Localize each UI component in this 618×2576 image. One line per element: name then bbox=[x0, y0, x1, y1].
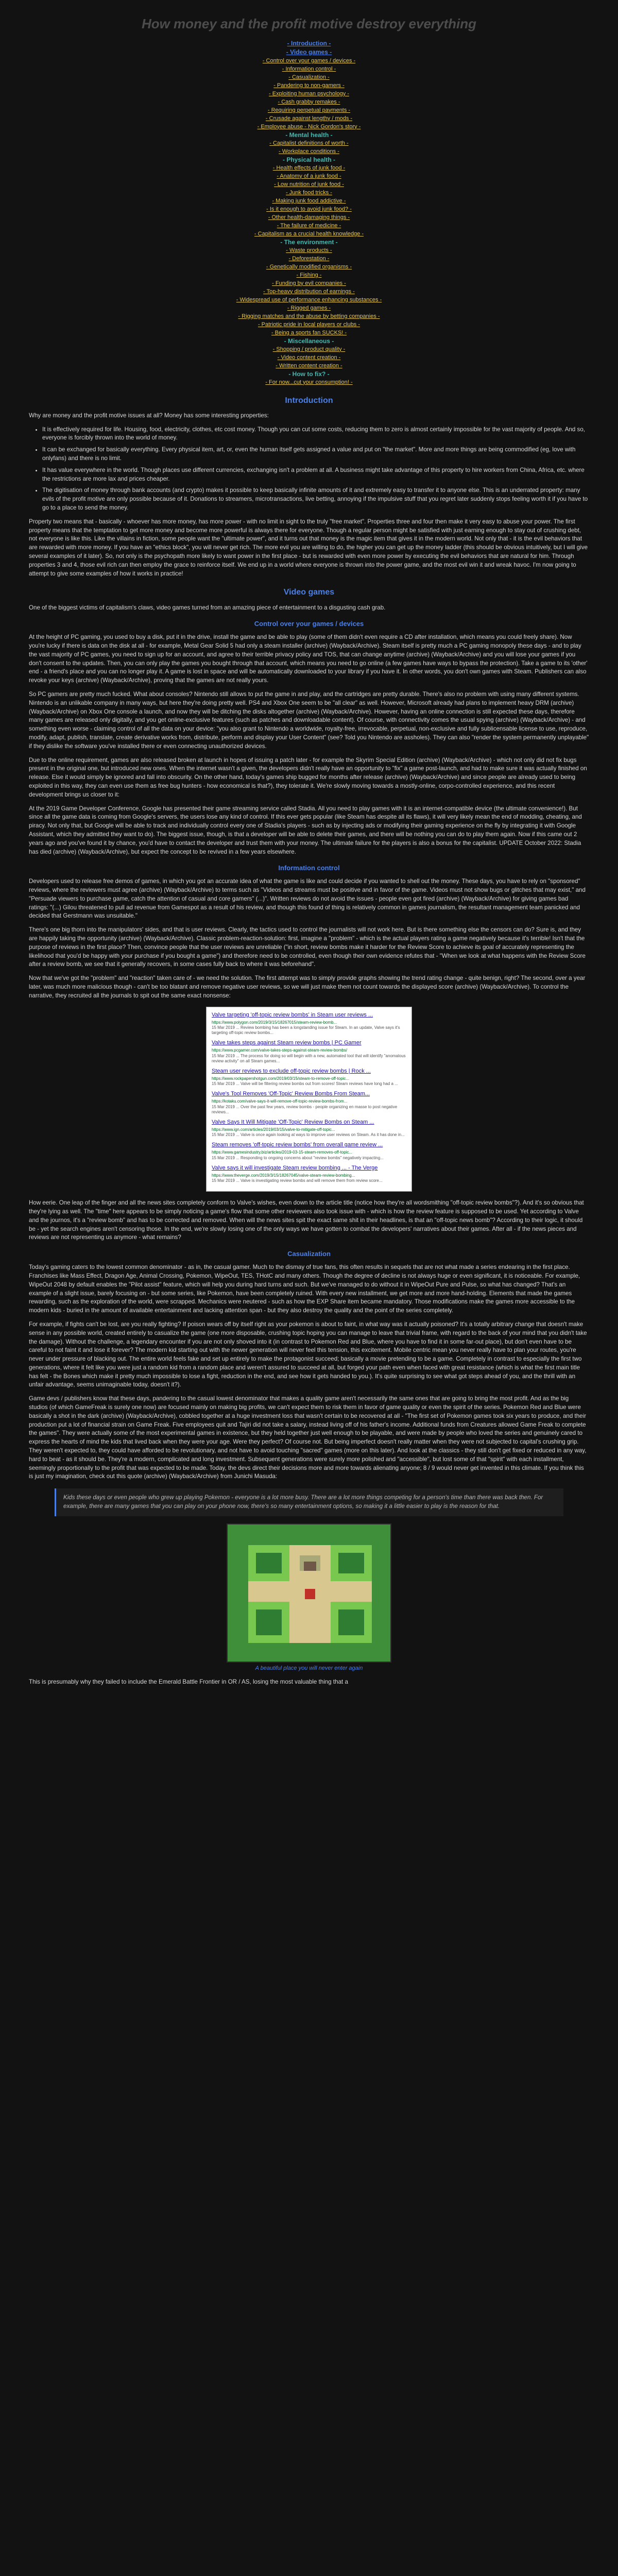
toc-link-environment-item-8[interactable]: - Rigging matches and the abuse by betting companies - bbox=[238, 313, 380, 319]
toc-link-physical-health-item-2[interactable]: - Low nutrition of junk food - bbox=[274, 181, 344, 188]
search-result-url: https://www.gamesindustry.biz/articles/2019-03-15-steam-removes-off-topic... bbox=[212, 1150, 353, 1155]
body-paragraph: Today's gaming caters to the lowest common denominator - as in, the casual gamer. Much to the dismay of true fans, this often results in sequels that are not what made a series endearing in the first place. Franchises like Mass Effect, Dragon Age, Animal Crossing, Pokemon, WipeOut, TES, THotC and many others. Though the degree of decline is not always huge or even significant, it is noticeable. For example, WipeOut 2048 by default enables the "Pilot assist" feature, which will help you during hard turns and such. But we've managed to do without it in WipeOut Pure and Pulse, so what has changed? That's an example of a slight issue, barely focusing on - but some series, like Pokemon, have been completely ruined. With every new installment, we get more and more hand-holding. Elements that made the games rewarding, such as the exploration of the world, were scrapped. Mechanics were neutered - such as how the EXP Share item became mandatory. Those modifications make the games more accessible to the modern kids - buried in the amount of available entertainment and lacking attention span - but they also destroy the quality and the point of the series completely. bbox=[29, 1264, 580, 1314]
section-heading-introduction: Introduction bbox=[285, 396, 333, 405]
search-result-title[interactable]: Steam removes 'off-topic review bombs' from overall game review ... bbox=[212, 1142, 383, 1148]
page-title: How money and the profit motive destroy everything bbox=[141, 16, 477, 31]
search-result-title[interactable]: Valve takes steps against Steam review bombs | PC Gamer bbox=[212, 1040, 362, 1046]
search-result-snippet: 15 Mar 2019 ... Over the past few years, review bombs - people organizing en masse to post negative reviews... bbox=[212, 1104, 398, 1114]
search-result bbox=[212, 1039, 406, 1064]
toc-link-environment-item-9[interactable]: - Patriotic pride in local players or clubs - bbox=[258, 321, 360, 328]
search-result-title[interactable]: Valve's Tool Removes 'Off-Topic' Review Bombs From Steam... bbox=[212, 1091, 370, 1097]
toc-link-misc-item-2[interactable]: - Written content creation - bbox=[276, 362, 342, 369]
search-result-url: https://kotaku.com/valve-says-it-will-remove-off-topic-review-bombs-from... bbox=[212, 1099, 348, 1104]
search-result-snippet: 15 Mar 2019 ... Valve is once again looking at ways to improve user reviews on Steam. As it has done in... bbox=[212, 1132, 405, 1138]
toc-link-physical-health-item-1[interactable]: - Anatomy of a junk food - bbox=[277, 173, 341, 179]
intro-paragraph: Property two means that - basically - whoever has more money, has more power - with no limit in sight to the truly "free market". Properties three and four then make it very easy to abuse your power. The first property means that the temptation to get more money and become more powerful is always there for everyone. Though a regular person might be satisfied with just earning enough to stay out of crushing debt, not everyone is like this. Like the villains in fiction, some people want the "ultimate power", and it turns out that money is the magic item that gives it in the modern world. Not only that - it is the evil behaviors that are rewarded with more money. If you have an "ethics block", you will never get rich. The more evil you are willing to do, the higher you can get up the money ladder (this should be obvious intuitively, but I will give several examples of it later). So, not only is the psychopath more likely to want power in the first place - but is rewarded with even more power by executing the evil behaviors that are natural for him. Through properties 3 and 4, those evil rich can then employ the grace to reinforce itself. We end up in a world where everyone is thrown into the power game, and the most evil win it and wreak havoc. I'm now going to attempt to give some examples of how it works in practice! bbox=[29, 518, 588, 577]
body-paragraph: Developers used to release free demos of games, in which you got an accurate idea of what the game is like and could decide if you wanted to shell out the money. These days, you have to rely on "sponsored" reviews, where the reviewers must agree (archive) (Wayback/Archive) to terms such as "Videos and streams must be positive and in favor of the game. Videos must not show bugs or glitches that may exist," and "Persuade viewers to purchase game, catch the attention of casual and core gamers" (...)". Written reviews do not avoid the issues - people even got fired (archive) (Wayback/Archive) for giving games bad ratings: "(...) Gilou threatened to pull ad revenue from Gamespot as a result of his review, and though this found of thing is relatively common in games journalism, the resultant management team panicked and decided that Gerstmann was unsuitable." bbox=[29, 878, 586, 920]
toc-link-video-games-item-2[interactable]: - Casualization - bbox=[288, 74, 330, 80]
pokemon-route-pixel-art bbox=[227, 1523, 391, 1663]
body-paragraph: Now that we've got the "problem" and "reaction" taken care of - we need the solution. The first attempt was to simply provide graphs showing the trend rating change - quite benign, right? The second, over a year later, was much more malicious though - can't be too blatant and remove negative user reviews, so we will just make them not count towards the displayed score (archive) (Wayback/Archive). To control the narrative, they recruited all the journals to spit out the same exact nonsense: bbox=[29, 975, 586, 999]
search-result-url: https://www.theverge.com/2019/3/15/18267045/valve-steam-review-bombing... bbox=[212, 1173, 355, 1178]
subsection-heading-information-control: Information control bbox=[278, 864, 340, 872]
toc-link-video-games-item-3[interactable]: - Pandering to non-gamers - bbox=[273, 82, 345, 89]
list-item: • It can be exchanged for basically everything. Every physical item, art, or, even the human itself gets assigned a value and put on "the market". More and more things are being commodified (eg, love with onlyfans) and there is no limit. bbox=[42, 446, 589, 463]
toc-link-video-games-item-0[interactable]: - Control over your games / devices - bbox=[262, 57, 356, 64]
toc-link-physical-health-item-0[interactable]: - Health effects of junk food - bbox=[272, 164, 346, 171]
search-result-title[interactable]: Valve targeting 'off-topic review bombs' in Steam user reviews ... bbox=[212, 1011, 373, 1018]
toc-heading-environment: - The environment - bbox=[280, 238, 338, 246]
body-paragraph: Due to the online requirement, games are also released broken at launch in hopes of issuing a patch later - for example the Skyrim Special Edition (archive) (Wayback/Archive) - which not only did not fix bugs present in the original one, but introduced new ones. When the internet wasn't a given, the developers didn't really have an opportunity to "fix" a game post-launch, and had to make sure it was actually finished on release. Else it would simply be ignored and fall into obscurity. On the other hand, today's games ship bugged for months after release (archive) (Wayback/Archive) and since people are already used to being exploited in this way, they can even use them as free bug hunters - how economical is that?), they tolerate it. We're slowly moving towards a mostly-online, corpo-controlled experience, and this recent development brings us closer to it: bbox=[29, 756, 587, 798]
toc-physical-health-list bbox=[29, 164, 589, 238]
toc-link-video-games-item-6[interactable]: - Requiring perpetual payments - bbox=[267, 107, 351, 113]
search-result-snippet: 15 Mar 2019 ... Responding to ongoing concerns about "review bombs" negatively impacting... bbox=[212, 1155, 384, 1160]
masuda-quote: Kids these days or even people who grew up playing Pokemon - everyone is a lot more busy. There are a lot more things competing for a person's time than there was back then. For example, there are many games that you can play on your phone now, there's so many entertainment options, so making it a little easier to play is the reason for that. bbox=[55, 1488, 563, 1516]
toc-mental-health-list bbox=[29, 139, 589, 156]
body-paragraph: Game devs / publishers know that these days, pandering to the casual lowest denominator that makes a quality game aren't necessarily the same ones that are going to bring the most profit. And as the big studios (of which GameFreak is surely one now) are focused mainly on making big profits, we can't expect them to risk them in favor of game quality or even the spirit of the series. Pokemon Red and Blue were basically a shot in the dark (archive) (Wayback/Archive), cobbled together at a huge investment loss that wasn't certain to be recovered at all - "The first set of Pokemon games took six years to produce, and their production put a lot of financial strain on Game Freak. Five employees quit and Tajiri did not take a salary, instead living off of his father's income. Additional funds from Creatures allowed Game Freak to complete the games". They were actually some of the most experimental games in existence, but they held together just well enough to be playable, and were made by people who loved the series and genuinely cared to express the hearts of mind the kids that lived back when they were your age. Were they perfect? Of course not. But being imperfect doesn't really matter when they were not subjected to capital's crushing grip. They weren't expected to, they could have afforded to be revolutionary, and not have to avoid touching "sacred" games (more on this later). And look at the classics - they still don't get fixed or reduced in any way, hard to beat - as it should be. They're a modern, complicated and long investment. Subsequent generations were surely more polished and "accessible", but lost some of that "spirit" with each installment, seemingly proportionally to the profit that was expected to be made. Today, the devs direct their decisions more and more towards alienating anyone; 8 / 9 would never get invented in this climate. If you think this is just my imagination, check out this quote (archive) (Wayback/Archive) from Junichi Masuda: bbox=[29, 1395, 587, 1480]
search-result bbox=[212, 1011, 406, 1036]
toc-link-environment-item-10[interactable]: - Being a sports fan SUCKS! - bbox=[271, 329, 347, 336]
toc-link-physical-health-item-8[interactable]: - Capitalism as a crucial health knowledge - bbox=[254, 230, 364, 237]
toc-link-video-games-item-8[interactable]: - Employee abuse - Nick Gordon's story - bbox=[257, 123, 361, 130]
toc-fix-list bbox=[29, 378, 589, 386]
intro-paragraph: Why are money and the profit motive issues at all? Money has some interesting properties: bbox=[29, 412, 269, 419]
toc-link-physical-health-item-5[interactable]: - Is it enough to avoid junk food? - bbox=[266, 206, 352, 212]
table-of-contents bbox=[29, 39, 589, 386]
body-paragraph: How eerie. One leap of the finger and all the news sites completely conform to Valve's wishes, even down to the article title (notice how they're all wordsmithing "off-topic review bombs"?). And it's so obvious that they're lying as well. The "time" here appears to be simply noticing a game's flow that some other reviewers also took issue with - which is how the review feature is supposed to be used. Yet according to Valve and the journos, it's a "review bomb" and has to be corrected and removed. When will the news sites spit the exact same shit in their headlines, is that an "off-topic news bomb"? According to their logic, it should be - yet the search engines aren't censoring those. In the end, we're slowly losing one of the only ways we have gotten to combat the developers' narratives about their games. After all - if the news pieces and reviews are not representing us anymore - what remains? bbox=[29, 1199, 584, 1241]
list-item: • It has value everywhere in the world. Though places use different currencies, exchanging isn't a problem at all. A business might take advantage of this property to hire workers from China, Africa, etc. where the restrictions are more lax and prices cheaper. bbox=[42, 466, 589, 484]
body-paragraph: At the 2019 Game Developer Conference, Google has presented their game streaming service called Stadia. All you need to play games with it is an internet-compatible device (the ultimate convenience!). But since all the game data is coming from Google's servers, the users lose any kind of control. If this ever gets popular (like Steam has despite all its flaws), it will very likely mean the end of modding, cheating, and piracy. Not only that, but Google will be able to track and individually control every one of Stadia's players - such as by injecting ads or modifying their gaming experience on the fly by integrating it with Google Assistant, which they admitted they want to do). The biggest issue, though, is that a developer will be able to delete their games, and there will be nothing you can do to play them again. Now if this came out 2 years ago and you've found it by chance, you'd have to contact the developer and trust them with your money. The ultimate failure for the players is also a bonus for the capitalist. UPDATE October 2022: Stadia has died (archive) (Wayback/Archive), but expect the concept to be revived in a few years elsewhere. bbox=[29, 805, 582, 855]
search-result-url: https://www.polygon.com/2019/3/15/18267015/steam-review-bomb... bbox=[212, 1020, 337, 1025]
toc-link-video-games-item-4[interactable]: - Exploiting human psychology - bbox=[269, 90, 349, 97]
toc-heading-physical-health: - Physical health - bbox=[282, 156, 336, 163]
search-result-snippet: 15 Mar 2019 ... Review bombing has been a longstanding issue for Steam. In an update, Valve says it's targeting off-topic review bombs... bbox=[212, 1025, 400, 1036]
body-paragraph: For example, if fights can't be lost, are you really fighting? If poison wears off by itself right as your pokemon is about to faint, in what way was it actually poisoned? It's a totally arbitrary change that doesn't make sense in any possible world, created entirely to casualize the game (one more disposable, crushing topic hoping you can manage to leave that trivial frame, with regard to the back of your mind that you didn't take the damage). Without the challenge, a legendary encounter if you are not only shoved into it (in contrast to Pokemon Red and Blue, where you have to find it in some far-out place), but don't even have to be careful to not faint it and lose it forever? The modern kid starting out with the newer generation will never feel this tension, this excitement. Mobile centric mean you never really have to plan your routes, you're never under pressure of blacking out. The entire world feels fake and set up entirely to make the protagonist succeed; basically a movie pretending to be a game. Completely in contrast to especially the first two generations, where it felt like you were just a random kid from a random place and weren't assured to succeed at all, but forged your path even when faced with great resistance (which is what the first main title has felt - the Bones which make it pretty much impossible to lose a fight, reduction in the end, and see how it gets handed to you.). It's quite surprising to see what got steps ahead of you, and the thrill with an unfair advantage, seems unimaginable today, doesn't it?). bbox=[29, 1320, 587, 1388]
money-properties-list bbox=[29, 426, 589, 513]
image-caption: A beautiful place you will never enter again bbox=[255, 1665, 363, 1671]
search-result-title[interactable]: Valve says it will investigate Steam review bombing ... - The Verge bbox=[212, 1164, 378, 1171]
toc-misc-list bbox=[29, 345, 589, 370]
toc-link-fix-item-0[interactable]: - For now...cut your consumption! - bbox=[265, 379, 353, 385]
toc-link-physical-health-item-4[interactable]: - Making junk food addictive - bbox=[272, 197, 346, 204]
toc-environment-list bbox=[29, 246, 589, 337]
toc-link-video-games[interactable]: - Video games - bbox=[286, 48, 332, 56]
search-result bbox=[212, 1090, 406, 1115]
pixel-art-image bbox=[228, 1524, 391, 1663]
toc-link-environment-item-7[interactable]: - Rigged games - bbox=[287, 304, 331, 311]
search-result-snippet: 15 Mar 2019 ... The process for doing so will begin with a new, automated tool that will identify "anomalous review activity" on all Steam games... bbox=[212, 1053, 406, 1063]
video-games-intro: One of the biggest victims of capitalism's claws, video games turned from an amazing piece of entertainment to a disgusting cash grab. bbox=[29, 604, 386, 611]
list-item: • The digitisation of money through bank accounts (and crypto) makes it possible to keep basically infinite amounts of it and extremely easy to transfer it to anyone else. This is an underrated property: many evils of the profit motive are only possible because of it. Donations to streamers, microtransactions, live betting, annoying if the impulsive stuff that you regret later suddenly stops feeling worth it if you have to go to a place to send the money. bbox=[42, 486, 589, 512]
search-results-list bbox=[212, 1011, 406, 1184]
toc-link-environment-item-3[interactable]: - Fishing - bbox=[296, 272, 322, 278]
toc-link-video-games-item-5[interactable]: - Cash grabby remakes - bbox=[278, 98, 340, 105]
search-result-snippet: 15 Mar 2019 ... Valve is investigating review bombs and will remove them from review score... bbox=[212, 1178, 383, 1183]
toc-heading-how-to-fix: - How to fix? - bbox=[288, 370, 330, 378]
search-result-snippet: 15 Mar 2019 ... Valve will be filtering review bombs out from scores! Steam reviews have long had a ... bbox=[212, 1081, 398, 1087]
toc-link-physical-health-item-7[interactable]: - The failure of medicine - bbox=[277, 222, 341, 229]
toc-link-video-games-item-7[interactable]: - Crusade against lengthy / mods - bbox=[265, 115, 353, 122]
toc-link-environment-item-5[interactable]: - Top-heavy distribution of earnings - bbox=[263, 288, 355, 295]
toc-link-misc-item-1[interactable]: - Video content creation - bbox=[277, 354, 341, 361]
search-result-title[interactable]: Steam user reviews to exclude off-topic review bombs | Rock ... bbox=[212, 1067, 371, 1074]
search-result bbox=[212, 1118, 406, 1138]
toc-link-environment-item-4[interactable]: - Funding by evil companies - bbox=[272, 280, 346, 286]
toc-link-environment-item-2[interactable]: - Genetically modified organisms - bbox=[266, 263, 352, 270]
toc-link-introduction[interactable]: - Introduction - bbox=[287, 39, 331, 47]
toc-link-physical-health-item-6[interactable]: - Other health-damaging things - bbox=[268, 214, 350, 221]
toc-heading-misc: - Miscellaneous - bbox=[284, 337, 334, 345]
toc-link-misc-item-0[interactable]: - Shopping / product quality - bbox=[272, 346, 346, 352]
toc-link-mental-health-item-0[interactable]: - Capitalist definitions of worth - bbox=[269, 140, 349, 146]
toc-link-mental-health-item-1[interactable]: - Workplace conditions - bbox=[279, 148, 339, 155]
body-paragraph: So PC gamers are pretty much fucked. What about consoles? Nintendo still allows to put the game in and play, and the cartridges are pretty durable. There's also no problem with using many different systems. Nintendo is an unlikable company in many ways, but here they're doing pretty well. PS4 and Xbox One seem to be "all clear" as well. However, Microsoft already had plans to implement heavy DRM (archive) (Wayback/Archive) on Xbox One console a launch, and now they will be ditching the disks altogether (archive) (Wayback/Archive). However, having an online connection is still expected these days, therefore many games are released only digitally, and you get online-exclusive features (such as patches and downloadable content). Of course, with connectivity comes the usual spying (archive) (Wayback/Archive) - and something even worse - claiming control of all the data on your device: "you also grant to Nintendo a worldwide, royalty-free, irrevocable, perpetual, non-exclusive and fully sublicensable license to use, reproduce, modify, adapt, publish, translate, create derivative works from, distribute, perform and display your User Content" (see? Told you Nintendo are assholes). They can also "render the system permanently unplayable" if they dislike the software you've installed there or even connecting unauthorized devices. bbox=[29, 691, 589, 750]
search-result-url: https://www.pcgamer.com/valve-takes-steps-against-steam-review-bombs/ bbox=[212, 1048, 348, 1053]
search-result-url: https://www.rockpapershotgun.com/2019/03/15/steam-to-remove-off-topic... bbox=[212, 1076, 350, 1081]
toc-link-environment-item-6[interactable]: - Widespread use of performance enhancing substances - bbox=[236, 296, 382, 303]
search-result bbox=[212, 1141, 406, 1161]
search-result bbox=[212, 1067, 406, 1087]
search-result-title[interactable]: Valve Says It Will Mitigate 'Off-Topic' Review Bombs on Steam ... bbox=[212, 1118, 374, 1125]
section-heading-video-games: Video games bbox=[283, 588, 335, 597]
search-results-screenshot bbox=[206, 1007, 412, 1192]
body-paragraph: This is presumably why they failed to include the Emerald Battle Frontier in OR / AS, losing the most valuable thing that a bbox=[29, 1678, 348, 1685]
search-result-url: https://www.ign.com/articles/2019/03/15/valve-to-mitigate-off-topic... bbox=[212, 1127, 335, 1132]
body-paragraph: There's one big thorn into the manipulators' sides, and that is user reviews. Clearly, the tactics used to control the journalists will not work here. But is there something else the censors can do? Sure is, and they are happily taking the opportunity (archive) (Wayback/Archive). Classic problem-reaction-solution: first, imagine a "problem" - which is the actual players rating a game negatively because it's terrible! Isn't that the purpose of reviews in the first place? Then, convince people that the user reviews are unreliable ("in short, review bombs make it harder for the Review Score to achieve its goal of accurately representing the likelihood that you'd be happy with your purchase if you bought a game") and therefore need to be controlled, even though their own evidence refutes that - "When we look at what happens with the Review Score after a review bomb, we see that it generally recovers, in some cases fully back to where it was beforehand". bbox=[29, 926, 586, 968]
toc-video-games-list bbox=[29, 57, 589, 131]
list-item: • It is effectively required for life. Housing, food, electricity, clothes, etc cost money. Though you can cut some costs, reducing them to zero is almost certainly impossible for the vast majority of people. And so, everyone is forcibly thrown into the world of money. bbox=[42, 426, 589, 443]
toc-link-environment-item-0[interactable]: - Waste products - bbox=[286, 247, 332, 253]
search-result bbox=[212, 1164, 406, 1184]
toc-link-physical-health-item-3[interactable]: - Junk food tricks - bbox=[286, 189, 332, 196]
subsection-heading-control: Control over your games / devices bbox=[254, 620, 364, 628]
toc-link-environment-item-1[interactable]: - Deforestation - bbox=[288, 255, 330, 262]
toc-heading-mental-health: - Mental health - bbox=[285, 131, 333, 139]
body-paragraph: At the height of PC gaming, you used to buy a disk, put it in the drive, install the game and be able to play (some of them didn't even require a CD after installation, which means you could freely share). Now you're lucky if there is data on the disk at all - for example, Metal Gear Solid 5 had only a steam installer (archive) (Wayback/Archive). Steam itself is pretty much a PC gaming monopoly these days - and to play the vast majority of PC games, you need to sign up for an account, and agree to their terrible privacy policy and TOS, that can change anytime (archive) (Wayback/Archive) and you will lose your games if you don't consent to the updates. Then, you can only play the games you bought through that account, which means you need to go online (a few games have ways to bypass the protection). Take a game to its 'other' end - a friend's place and you can no longer play it. A game is lost in space and will be automatically downloaded to your library if you have it. In other words, you don't own games with Steam. Publishers can also revoke your keys (archive) (Wayback/Archive), proving that the games are not really yours. bbox=[29, 634, 588, 684]
subsection-heading-casualization: Casualization bbox=[287, 1250, 331, 1258]
toc-link-video-games-item-1[interactable]: - Information control - bbox=[282, 65, 336, 72]
